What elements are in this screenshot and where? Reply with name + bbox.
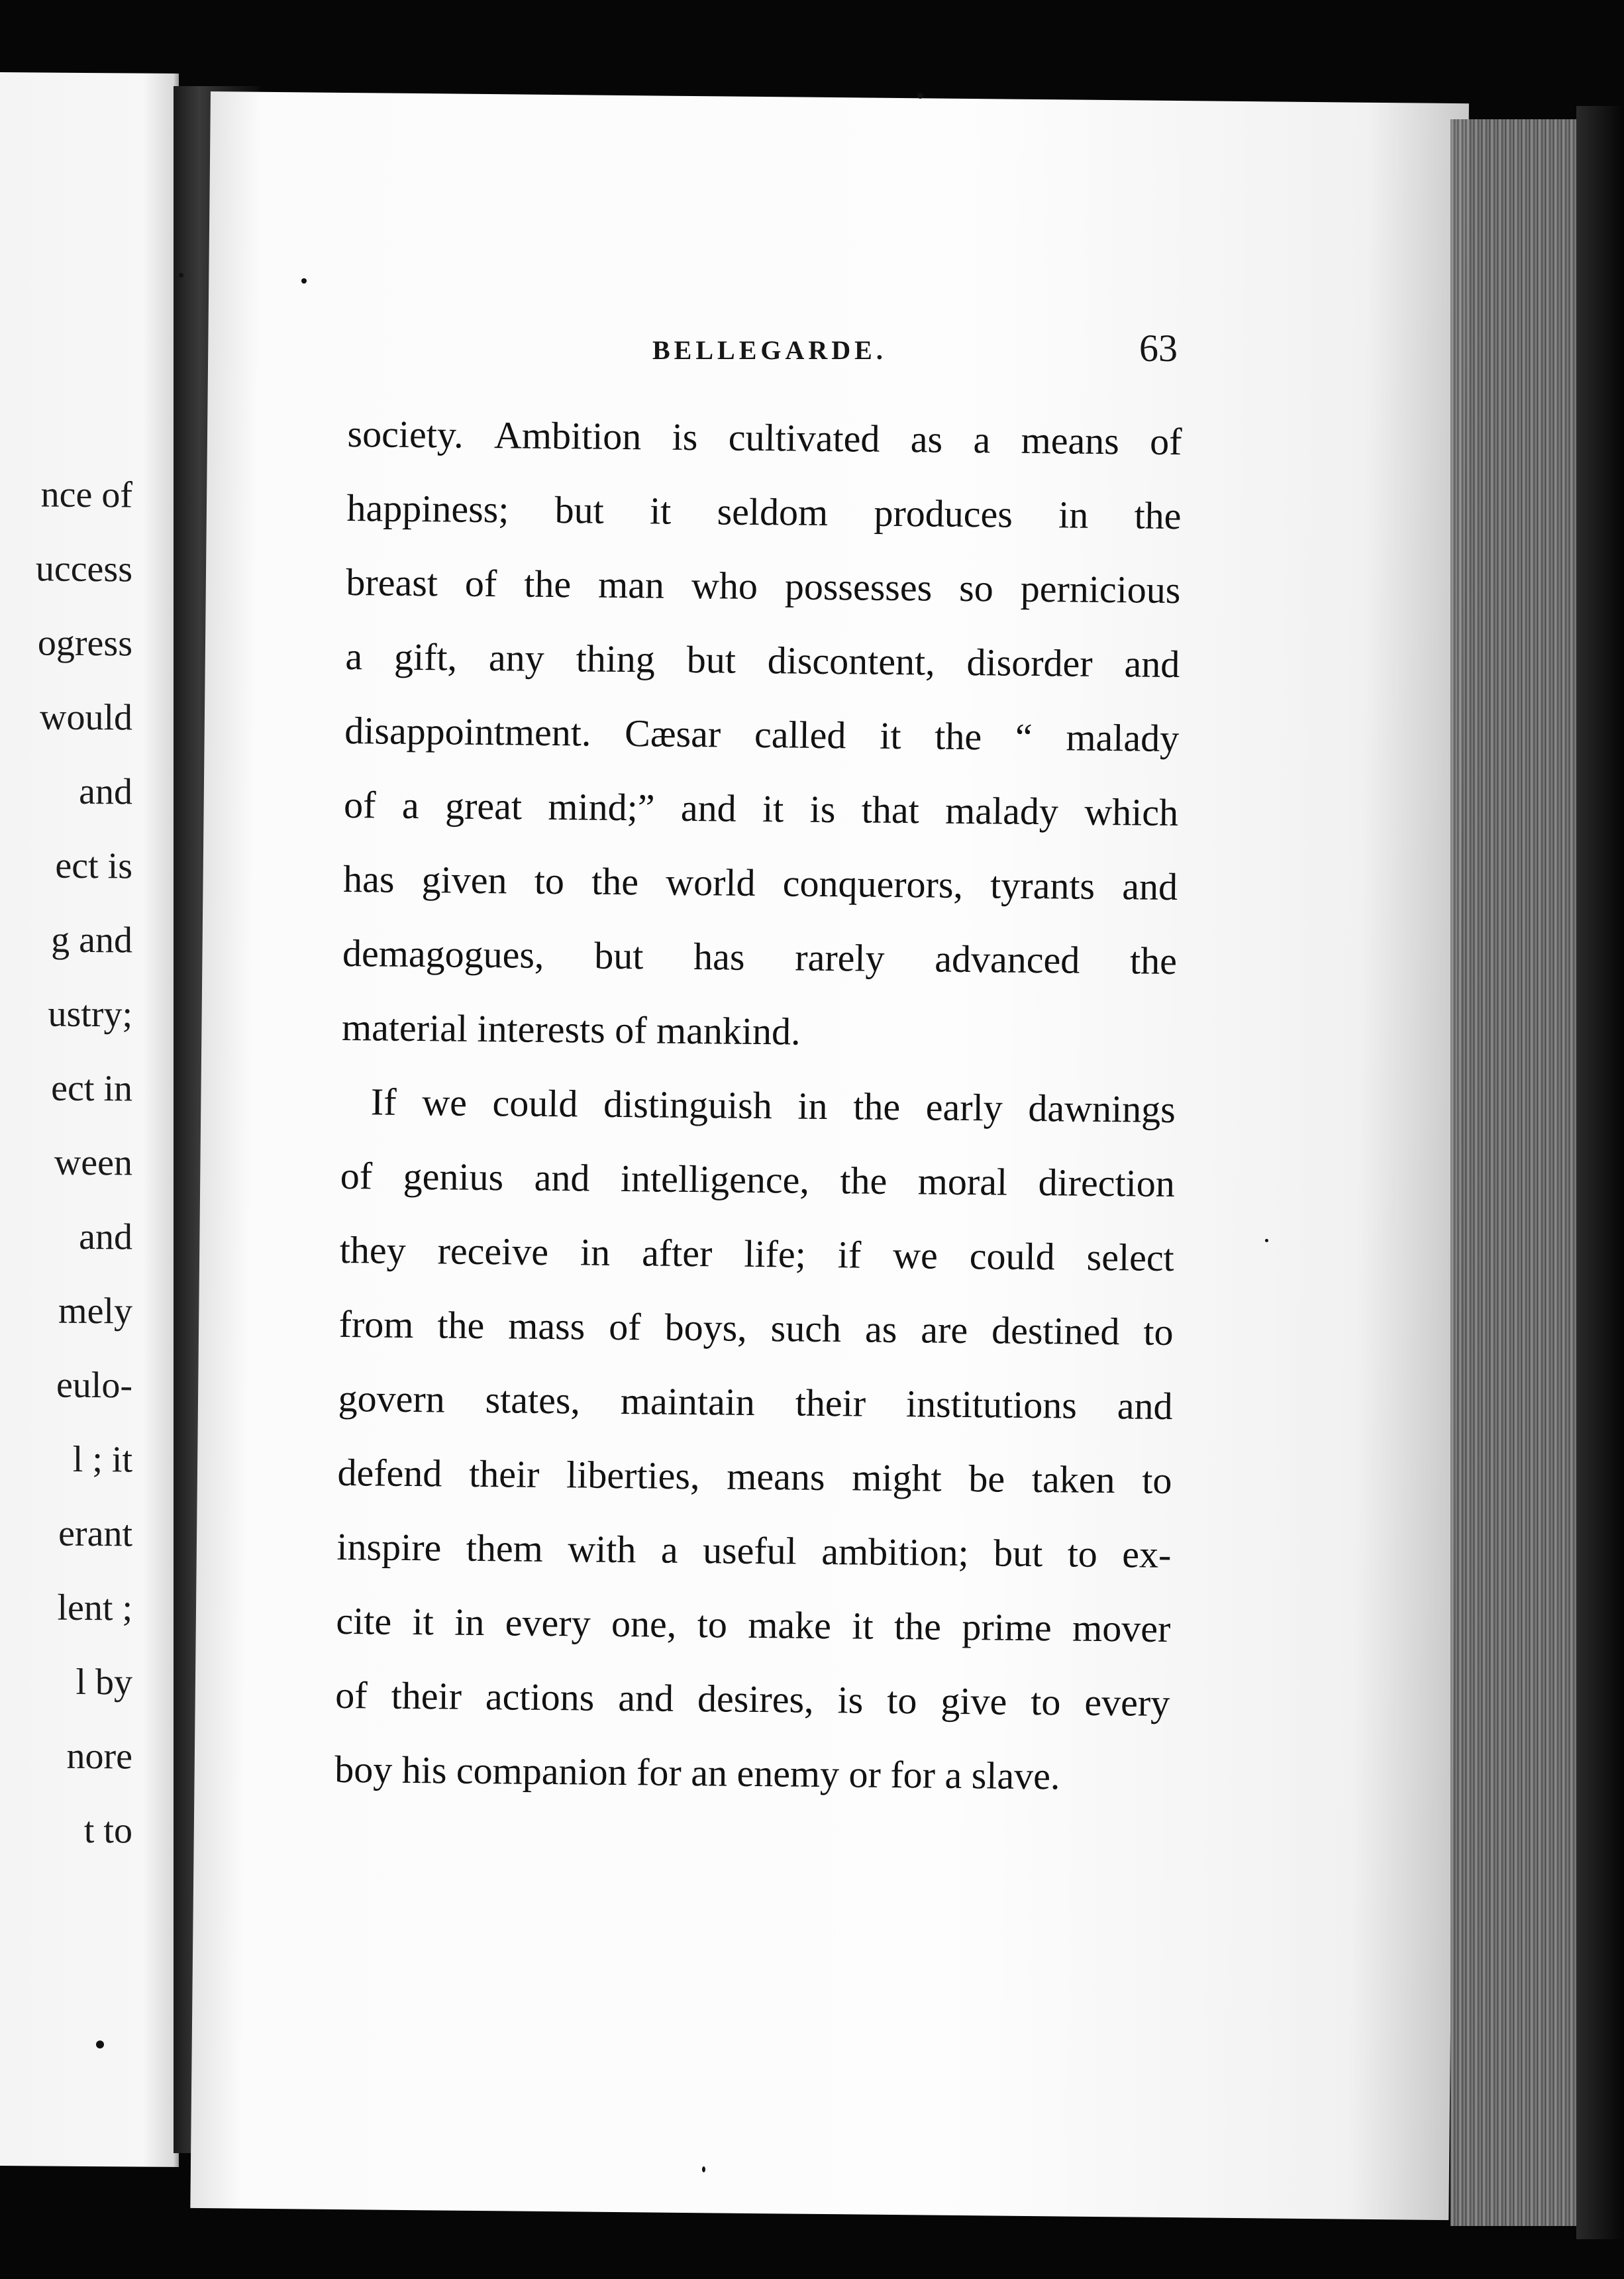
paragraph [334, 1075, 1176, 1825]
running-head: BELLEGARDE. [652, 335, 887, 365]
text-line: of a great mind;” and it is that malady which [343, 782, 1179, 835]
page-number: 63 [1139, 327, 1178, 370]
left-line: l by [76, 1661, 132, 1703]
left-line: eulo- [56, 1364, 132, 1406]
text-line: happiness; but it seldom produces in the [346, 486, 1182, 538]
left-line: ustry; [48, 993, 132, 1035]
left-line: t to [83, 1809, 132, 1852]
text-line: of their actions and desires, is to give to every [335, 1673, 1170, 1725]
left-line: ect is [55, 845, 132, 887]
text-line: demagogues, but has rarely advanced the [342, 931, 1178, 983]
left-line: and [79, 1216, 132, 1258]
text-line: a gift, any thing but discontent, disorder and [345, 634, 1180, 686]
text-line: of genius and intelligence, the moral direction [340, 1153, 1176, 1206]
left-page [0, 72, 179, 2167]
left-line: ween [54, 1141, 132, 1184]
text-line: boy his companion for an enemy or for a slave. [334, 1747, 1060, 1798]
text-line: they receive in after life; if we could select [339, 1228, 1175, 1280]
left-line: lent ; [57, 1587, 132, 1629]
text-line: If we could distinguish in the early dawnings [370, 1080, 1176, 1132]
text-line: cite it in every one, to make it the prime mover [336, 1599, 1171, 1651]
left-line: mely [58, 1290, 132, 1332]
paragraph [341, 407, 1182, 1083]
text-line: breast of the man who possesses so pernicious [346, 560, 1181, 612]
left-line: ect in [51, 1067, 132, 1110]
left-page-text [0, 468, 132, 1879]
text-line: society. Ambition is cultivated as a means of [347, 411, 1182, 464]
text-line: material interests of mankind. [341, 1005, 801, 1053]
text-line: defend their liberties, means might be taken to [337, 1450, 1172, 1503]
left-line: uccess [35, 548, 132, 590]
left-line: nore [66, 1735, 132, 1777]
left-line: g and [51, 919, 132, 961]
left-line: erant [58, 1512, 132, 1555]
left-line: ogress [37, 622, 132, 664]
left-line: l ; it [72, 1438, 132, 1481]
left-line: nce of [40, 474, 132, 516]
left-line: would [40, 696, 132, 739]
page-edge-shadow [1576, 106, 1624, 2239]
text-line: govern states, maintain their institutions and [338, 1376, 1173, 1428]
left-line: and [79, 770, 132, 813]
text-line: from the mass of boys, such as are destined to [338, 1302, 1174, 1354]
body-text [334, 407, 1182, 1825]
text-line: disappointment. Cæsar called it the “ malady [344, 708, 1180, 761]
text-line: inspire them with a useful ambition; but to ex- [336, 1524, 1172, 1577]
page-fore-edge [1450, 119, 1583, 2226]
text-line: has given to the world conquerors, tyrants and [342, 857, 1178, 909]
